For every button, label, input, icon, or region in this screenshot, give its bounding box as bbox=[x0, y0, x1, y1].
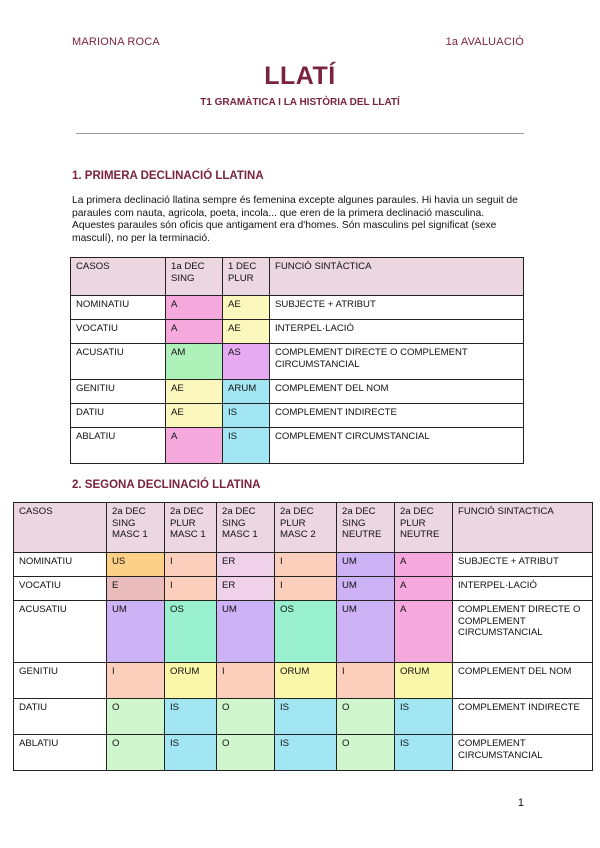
table-row bbox=[71, 296, 524, 320]
table-row bbox=[14, 601, 593, 663]
function-cell: INTERPEL·LACIÓ bbox=[270, 320, 524, 344]
ending-cell: ORUM bbox=[395, 663, 453, 699]
ending-cell: ER bbox=[217, 577, 275, 601]
function-cell: COMPLEMENT INDIRECTE bbox=[453, 699, 593, 735]
section1-heading: 1. PRIMERA DECLINACIÓ LLATINA bbox=[72, 170, 264, 182]
ending-cell: IS bbox=[395, 699, 453, 735]
table-row bbox=[71, 380, 524, 404]
page-subtitle: T1 GRAMÀTICA I LA HISTÒRIA DEL LLATÍ bbox=[200, 97, 400, 108]
case-cell: ABLATIU bbox=[71, 428, 166, 464]
table-row bbox=[14, 699, 593, 735]
header-author: MARIONA ROCA bbox=[72, 36, 160, 48]
ending-cell: AM bbox=[166, 344, 223, 380]
divider bbox=[76, 133, 524, 134]
function-cell: COMPLEMENT DEL NOM bbox=[453, 663, 593, 699]
case-cell: NOMINATIU bbox=[71, 296, 166, 320]
header-cell: 2a DEC PLUR MASC 2 bbox=[275, 503, 337, 553]
ending-cell: AE bbox=[166, 380, 223, 404]
table-row bbox=[71, 428, 524, 464]
case-cell: DATIU bbox=[14, 699, 107, 735]
page-title: LLATÍ bbox=[264, 62, 336, 90]
header-term: 1a AVALUACIÓ bbox=[445, 36, 524, 48]
ending-cell: ORUM bbox=[165, 663, 217, 699]
ending-cell: O bbox=[337, 699, 395, 735]
ending-cell: I bbox=[217, 663, 275, 699]
case-cell: ACUSATIU bbox=[14, 601, 107, 663]
table-row bbox=[14, 577, 593, 601]
ending-cell: IS bbox=[395, 735, 453, 771]
ending-cell: IS bbox=[165, 735, 217, 771]
header-cell: 1 DEC PLUR bbox=[223, 258, 270, 296]
table-row bbox=[71, 404, 524, 428]
ending-cell: O bbox=[337, 735, 395, 771]
ending-cell: US bbox=[107, 553, 165, 577]
second-declension-table bbox=[13, 502, 593, 771]
function-cell: COMPLEMENT CIRCUMSTANCIAL bbox=[453, 735, 593, 771]
ending-cell: I bbox=[165, 577, 217, 601]
ending-cell: I bbox=[107, 663, 165, 699]
ending-cell: A bbox=[166, 320, 223, 344]
case-cell: VOCATIU bbox=[71, 320, 166, 344]
ending-cell: UM bbox=[217, 601, 275, 663]
ending-cell: O bbox=[107, 735, 165, 771]
header-cell: 2a DEC SING MASC 1 bbox=[107, 503, 165, 553]
header-cell: 2a DEC PLUR NEUTRE bbox=[395, 503, 453, 553]
function-cell: INTERPEL·LACIÓ bbox=[453, 577, 593, 601]
ending-cell: I bbox=[275, 577, 337, 601]
case-cell: DATIU bbox=[71, 404, 166, 428]
table-row bbox=[71, 320, 524, 344]
case-cell: ABLATIU bbox=[14, 735, 107, 771]
ending-cell: IS bbox=[275, 699, 337, 735]
header-cell: CASOS bbox=[71, 258, 166, 296]
case-cell: VOCATIU bbox=[14, 577, 107, 601]
ending-cell: UM bbox=[337, 577, 395, 601]
ending-cell: UM bbox=[337, 553, 395, 577]
case-cell: NOMINATIU bbox=[14, 553, 107, 577]
case-cell: ACUSATIU bbox=[71, 344, 166, 380]
ending-cell: E bbox=[107, 577, 165, 601]
ending-cell: A bbox=[166, 428, 223, 464]
ending-cell: IS bbox=[223, 428, 270, 464]
function-cell: COMPLEMENT CIRCUMSTANCIAL bbox=[270, 428, 524, 464]
ending-cell: A bbox=[395, 601, 453, 663]
ending-cell: IS bbox=[223, 404, 270, 428]
ending-cell: A bbox=[395, 577, 453, 601]
function-cell: COMPLEMENT DIRECTE O COMPLEMENT CIRCUMSTANCIAL bbox=[270, 344, 524, 380]
ending-cell: I bbox=[337, 663, 395, 699]
function-cell: COMPLEMENT INDIRECTE bbox=[270, 404, 524, 428]
table-row bbox=[71, 344, 524, 380]
header-cell: FUNCIÓ SINTACTICA bbox=[453, 503, 593, 553]
ending-cell: ER bbox=[217, 553, 275, 577]
section1-paragraph: La primera declinació llatina sempre és femenina excepte algunes paraules. Hi havia un seguit de paraules com nauta, agricola, poeta, incola... que eren de la primera declinació masculina. Aquestes paraules són oficis que antigament era d'homes. Són masculins pel significat (sexe masculí), no per la terminació. bbox=[72, 195, 518, 244]
case-cell: GENITIU bbox=[14, 663, 107, 699]
header-cell: 2a DEC PLUR MASC 1 bbox=[165, 503, 217, 553]
header-cell: 1a DEC SING bbox=[166, 258, 223, 296]
ending-cell: O bbox=[217, 735, 275, 771]
page-number: 1 bbox=[517, 797, 524, 809]
function-cell: COMPLEMENT DIRECTE O COMPLEMENT CIRCUMSTANCIAL bbox=[453, 601, 593, 663]
ending-cell: O bbox=[217, 699, 275, 735]
table-row bbox=[14, 663, 593, 699]
table-row bbox=[14, 735, 593, 771]
table-header-row bbox=[14, 503, 593, 553]
function-cell: SUBJECTE + ATRIBUT bbox=[270, 296, 524, 320]
case-cell: GENITIU bbox=[71, 380, 166, 404]
ending-cell: AE bbox=[223, 320, 270, 344]
function-cell: COMPLEMENT DEL NOM bbox=[270, 380, 524, 404]
ending-cell: AE bbox=[166, 404, 223, 428]
table-row bbox=[14, 553, 593, 577]
ending-cell: AS bbox=[223, 344, 270, 380]
ending-cell: I bbox=[165, 553, 217, 577]
ending-cell: IS bbox=[275, 735, 337, 771]
ending-cell: AE bbox=[223, 296, 270, 320]
ending-cell: OS bbox=[275, 601, 337, 663]
ending-cell: ORUM bbox=[275, 663, 337, 699]
section2-heading: 2. SEGONA DECLINACIÓ LLATINA bbox=[72, 479, 261, 491]
ending-cell: O bbox=[107, 699, 165, 735]
ending-cell: OS bbox=[165, 601, 217, 663]
first-declension-table bbox=[70, 257, 524, 464]
function-cell: SUBJECTE + ATRIBUT bbox=[453, 553, 593, 577]
header-cell: CASOS bbox=[14, 503, 107, 553]
ending-cell: I bbox=[275, 553, 337, 577]
header-cell: FUNCIÓ SINTÀCTICA bbox=[270, 258, 524, 296]
ending-cell: UM bbox=[337, 601, 395, 663]
ending-cell: IS bbox=[165, 699, 217, 735]
ending-cell: A bbox=[166, 296, 223, 320]
ending-cell: A bbox=[395, 553, 453, 577]
table-header-row bbox=[71, 258, 524, 296]
header-cell: 2a DEC SING MASC 1 bbox=[217, 503, 275, 553]
ending-cell: UM bbox=[107, 601, 165, 663]
header-cell: 2a DEC SING NEUTRE bbox=[337, 503, 395, 553]
ending-cell: ARUM bbox=[223, 380, 270, 404]
